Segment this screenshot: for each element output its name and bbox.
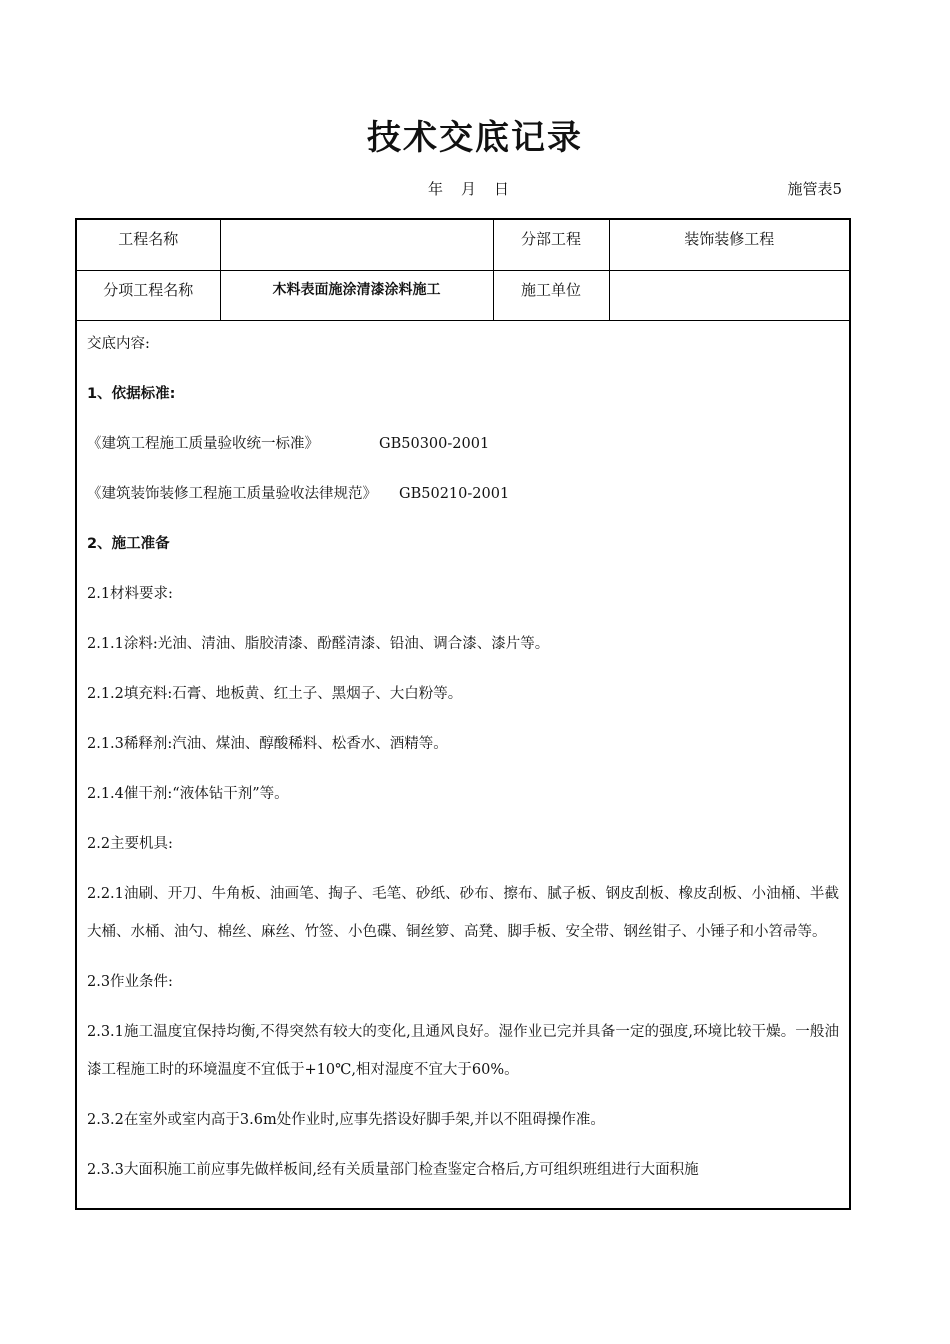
date-line	[428, 178, 527, 199]
form-number: 施管表5	[787, 180, 842, 198]
subsection-2-2: 2.2主要机具:	[87, 835, 173, 852]
project-name-value[interactable]	[220, 220, 493, 270]
sub-project-label: 分部工程	[493, 220, 609, 270]
project-name-label: 工程名称	[77, 220, 220, 270]
item-2-1-2: 2.1.2填充料:石膏、地板黄、红土子、黑烟子、大白粉等。	[87, 685, 463, 702]
section-2-heading: 2、施工准备	[87, 535, 170, 552]
disclosure-content	[77, 325, 849, 1189]
table-row	[77, 270, 849, 320]
table-row	[77, 220, 849, 270]
standard-item	[87, 425, 839, 463]
standard-code: GB50300-2001	[379, 435, 490, 452]
construction-unit-label: 施工单位	[493, 270, 609, 320]
item-2-1-4: 2.1.4催干剂:“液体钻干剂”等。	[87, 785, 289, 802]
standard-name: 《建筑工程施工质量验收统一标准》	[87, 435, 319, 452]
item-2-1-1: 2.1.1涂料:光油、清油、脂胶清漆、酚醛清漆、铅油、调合漆、漆片等。	[87, 635, 550, 652]
record-sheet	[75, 218, 851, 1210]
standard-code: GB50210-2001	[399, 485, 510, 502]
standard-name: 《建筑装饰装修工程施工质量验收法律规范》	[87, 485, 377, 502]
item-2-1-3: 2.1.3稀释剂:汽油、煤油、醇酸稀料、松香水、酒精等。	[87, 735, 448, 752]
date-year: 年	[428, 180, 444, 198]
item-2-3-2: 2.3.2在室外或室内高于3.6m处作业时,应事先搭设好脚手架,并以不阻碍操作准。	[87, 1111, 605, 1128]
header-table	[77, 220, 849, 321]
item-2-3-3: 2.3.3大面积施工前应事先做样板间,经有关质量部门检查鉴定合格后,方可组织班组进行大面积施	[87, 1161, 699, 1178]
standard-item	[87, 475, 839, 513]
subsection-2-3: 2.3作业条件:	[87, 973, 173, 990]
construction-unit-value[interactable]	[609, 270, 849, 320]
item-name-value[interactable]: 木料表面施涂清漆涂料施工	[220, 270, 493, 320]
date-month: 月	[461, 180, 477, 198]
sub-project-value[interactable]: 装饰装修工程	[609, 220, 849, 270]
subsection-2-1: 2.1材料要求:	[87, 585, 173, 602]
section-1-heading: 1、依据标准:	[87, 385, 176, 402]
item-2-3-1: 2.3.1施工温度宜保持均衡,不得突然有较大的变化,且通风良好。湿作业已完并具备一定的强度,环境比较干燥。一般油漆工程施工时的环境温度不宜低于+10℃,相对湿度不宜大于60%。	[87, 1023, 839, 1078]
page-title: 技术交底记录	[367, 118, 583, 158]
content-intro: 交底内容:	[87, 335, 150, 352]
item-2-2-1: 2.2.1油刷、开刀、牛角板、油画笔、掏子、毛笔、砂纸、砂布、擦布、腻子板、钢皮刮板、橡皮刮板、小油桶、半截大桶、水桶、油勺、棉丝、麻丝、竹签、小色碟、铜丝箩、高凳、脚手板、安全带、钢丝钳子、小锤子和小笤帚等。	[87, 885, 839, 940]
date-day: 日	[494, 180, 510, 198]
item-name-label: 分项工程名称	[77, 270, 220, 320]
